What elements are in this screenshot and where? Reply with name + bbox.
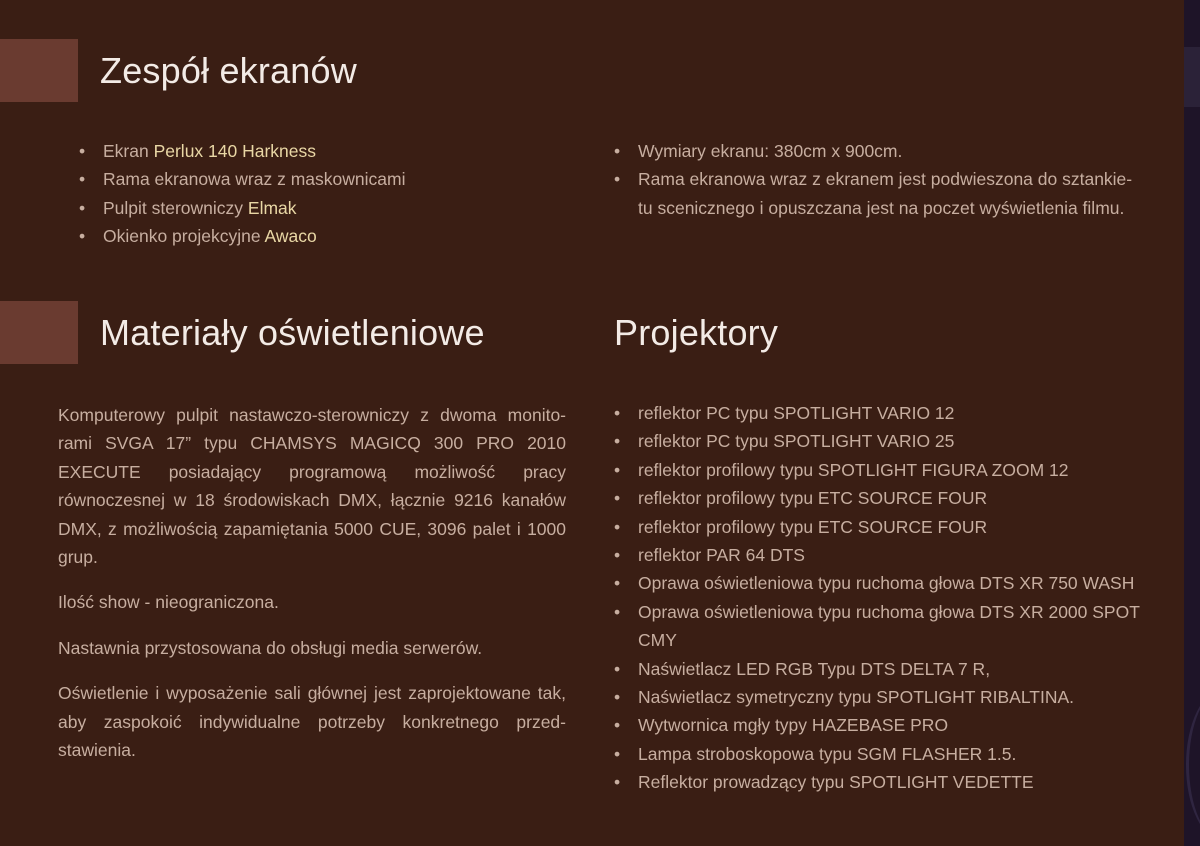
list-item: • Oprawa oświetleniowa typu ruchoma głowa DTS XR 2000 SPOT CMY bbox=[614, 598, 1144, 655]
screens-heading: Zespół ekranów bbox=[100, 50, 357, 91]
list-item: • Ekran Perlux 140 Harkness bbox=[79, 137, 519, 165]
list-item: • reflektor PC typu SPOTLIGHT VARIO 25 bbox=[614, 427, 1144, 455]
list-item: • Oprawa oświetleniowa typu ruchoma głowa DTS XR 750 WASH bbox=[614, 569, 1144, 597]
list-item: • reflektor profilowy typu ETC SOURCE FOUR bbox=[614, 484, 1144, 512]
section-accent-block bbox=[0, 39, 78, 102]
lighting-paragraph: Nastawnia przystosowana do obsługi media serwerów. bbox=[58, 637, 483, 658]
list-item: • Naświetlacz LED RGB Typu DTS DELTA 7 R, bbox=[614, 655, 1144, 683]
right-edge-strip bbox=[1184, 0, 1200, 846]
projectors-list bbox=[614, 399, 1144, 797]
screens-right-list bbox=[614, 137, 1144, 222]
list-item: • reflektor PC typu SPOTLIGHT VARIO 12 bbox=[614, 399, 1144, 427]
list-item: • Rama ekranowa wraz z ekranem jest podwieszona do sztankie-tu scenicznego i opuszczana jest na poczet wyświetlenia filmu. bbox=[614, 165, 1144, 222]
lighting-paragraph: Komputerowy pulpit nastawczo-sterowniczy z dwoma monito-rami SVGA 17” typu CHAMSYS MAGICQ 300 PRO 2010 EXECUTE posiadający programową możliwość pracy równoczesnej w 18 środowiskach DMX, łącznie 9216 kanałów DMX, z możliwością zapamiętania 5000 CUE, 3096 palet i 1000 grup. bbox=[58, 405, 566, 568]
list-item: • Okienko projekcyjne Awaco bbox=[79, 222, 519, 250]
list-item: • reflektor profilowy typu ETC SOURCE FOUR bbox=[614, 513, 1144, 541]
lighting-paragraph: Oświetlenie i wyposażenie sali głównej jest zaprojektowane tak, aby zaspokoić indywidualne potrzeby konkretnego przed-stawienia. bbox=[58, 683, 566, 761]
list-item: • reflektor profilowy typu SPOTLIGHT FIGURA ZOOM 12 bbox=[614, 456, 1144, 484]
lighting-description bbox=[58, 401, 566, 781]
list-item: • Pulpit sterowniczy Elmak bbox=[79, 194, 519, 222]
lighting-paragraph: Ilość show - nieograniczona. bbox=[58, 592, 279, 613]
strip-notch bbox=[1184, 47, 1200, 107]
projectors-heading: Projektory bbox=[614, 312, 779, 353]
list-item: • Reflektor prowadzący typu SPOTLIGHT VEDETTE bbox=[614, 768, 1144, 796]
list-item: • Wytwornica mgły typy HAZEBASE PRO bbox=[614, 711, 1144, 739]
list-item: • Lampa stroboskopowa typu SGM FLASHER 1.5. bbox=[614, 740, 1144, 768]
strip-arc-decoration bbox=[1186, 690, 1200, 840]
section-accent-block bbox=[0, 301, 78, 364]
list-item: • Naświetlacz symetryczny typu SPOTLIGHT RIBALTINA. bbox=[614, 683, 1144, 711]
list-item: • reflektor PAR 64 DTS bbox=[614, 541, 1144, 569]
lighting-heading: Materiały oświetleniowe bbox=[100, 312, 485, 353]
list-item: • Wymiary ekranu: 380cm x 900cm. bbox=[614, 137, 1144, 165]
list-item: • Rama ekranowa wraz z maskownicami bbox=[79, 165, 519, 193]
screens-left-list bbox=[79, 137, 519, 251]
